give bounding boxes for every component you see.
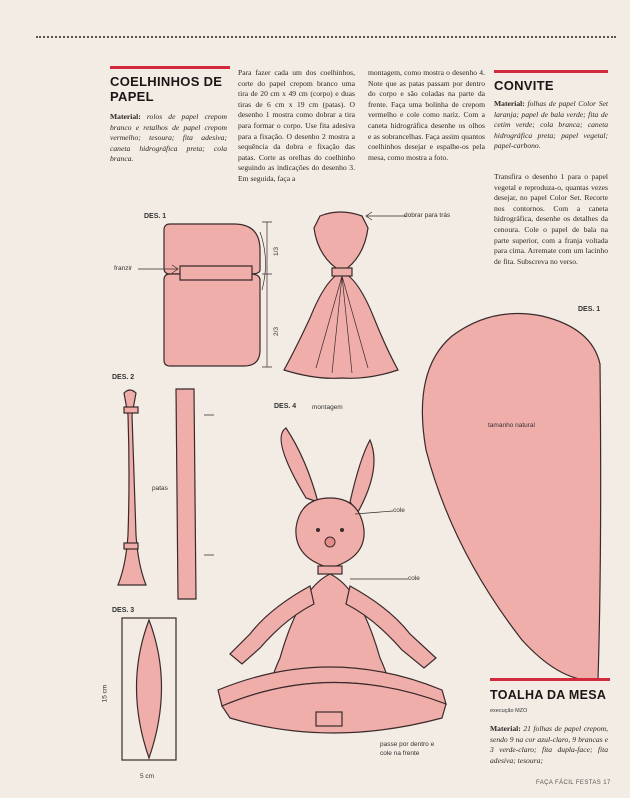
- convite-material-label: Material:: [494, 99, 525, 108]
- franzir-arrow: [138, 264, 178, 274]
- convite-instructions: Transfira o desenho 1 para o papel vegetal e reproduza-o, quantas vezes desejar, no papel Color Set. Recorte nos contornos. Com a caneta hidrográfica, desenhe os detalhes da cenoura. Cole o papel de bala na parte superior, com a franja voltada para cima. Arremate com um lacinho de fita. Subscreva no verso.: [494, 172, 608, 266]
- width-dimension: 5 cm: [140, 773, 155, 780]
- bottom-panel: [164, 274, 260, 366]
- convite-material-text: folhas de papel Color Set laranja; papel de bala verde; fita de cetim verde; cola branca; caneta hidrográfica preta; papel vegetal; papel-carbono.: [494, 99, 609, 151]
- franzir-label: franzir: [114, 265, 133, 272]
- dobrar-arrow: [366, 211, 406, 221]
- des2-legs-diagram: [110, 385, 220, 605]
- nose: [325, 537, 335, 547]
- body-tie: [332, 268, 352, 276]
- tamanho-label: tamanho natural: [488, 422, 535, 429]
- des1-convite-label: DES. 1: [578, 306, 601, 313]
- page-footer: FAÇA FÁCIL FESTAS 17: [536, 780, 611, 786]
- one-third-label: 1/3: [273, 246, 281, 257]
- toalha-material-label: Material:: [490, 724, 521, 733]
- coelhinhos-title: [110, 74, 222, 104]
- leg-strip: [176, 389, 196, 599]
- arrow-line: [355, 511, 393, 514]
- twisted-leg: [118, 390, 146, 585]
- left-eye: [316, 528, 320, 532]
- toalha-material-text: 21 folhas de papel crepom, sendo 9 na cor azul-claro, 9 brancas e 3 verde-claro; fita dupla-face; fita adesiva; tesoura;: [490, 724, 608, 765]
- cole-label-2: cole: [408, 575, 420, 582]
- des3-ear-diagram: [112, 616, 182, 766]
- heading-accent-bar: [110, 66, 230, 69]
- band-front-tab: [316, 712, 342, 726]
- toalha-accent-bar: [490, 678, 610, 681]
- convite-material: [494, 99, 608, 152]
- arrow-line: [138, 265, 178, 273]
- leg-tie-bottom: [124, 543, 138, 549]
- head: [296, 498, 364, 568]
- toalha-title: TOALHA DA MESA: [490, 688, 607, 702]
- des2-label: DES. 2: [112, 374, 135, 381]
- toalha-credit: execução MZO: [490, 708, 528, 714]
- right-eye: [340, 528, 344, 532]
- title-line-1: COELHINHOS DE: [110, 74, 223, 89]
- toalha-material: [490, 724, 608, 766]
- gathered-body-diagram: [276, 208, 406, 383]
- material-text: rolos de papel crepom branco e retalhos de papel crepom vermelho; tesoura; fita adesiva; caneta hidrográfica preta; cola branca.: [110, 112, 227, 164]
- ear-shape: [137, 620, 162, 758]
- passe-label: passe por dentro e: [380, 741, 435, 748]
- leg-tie-top: [124, 407, 138, 413]
- right-ear: [350, 440, 374, 512]
- two-thirds-label: 2/3: [273, 326, 281, 337]
- gather-band: [180, 266, 252, 280]
- des4-label: DES. 4: [274, 403, 297, 410]
- measure-lines: [262, 222, 272, 367]
- des3-label: DES. 3: [112, 607, 135, 614]
- dobrar-label: dobrar para trás: [404, 212, 451, 219]
- coelhinhos-instructions-col3: montagem, como mostra o desenho 4. Note que as patas passam por dentro do corpo e são coladas na parte da frente. Faça uma bolinha de crepom vermelho e cole como nariz. Com a caneta hidrográfica desenhe os olhos e as sobrancelhas. Faça assim quantos coelhinhos desejar e espalhe-os pela mesa, como mostra a foto.: [368, 68, 485, 162]
- top-dotted-rule: [36, 36, 616, 38]
- left-ear: [281, 428, 318, 502]
- title-line-2: PAPEL: [110, 89, 154, 104]
- material-label: Material:: [110, 112, 141, 121]
- des1-folding-diagram: [140, 220, 270, 380]
- montagem-label: montagem: [312, 404, 343, 411]
- coelhinhos-instructions-col2: Para fazer cada um dos coelhinhos, corte do papel crepom branco uma tira de 20 cm x 49 cm (corpo) e duas tiras de 6 cm x 19 cm (patas). O desenho 1 mostra como dobrar a tira para formar o corpo. Use fita adesiva para a fixação. O desenho 2 mostra a sequência da dobra e fixação das patas. Corte as orelhas do coelhinho seguindo as indicações do desenho 3. Em seguida, faça a: [238, 68, 355, 183]
- des1-label: DES. 1: [144, 213, 167, 220]
- coelhinhos-material: [110, 112, 227, 165]
- height-dimension: 15 cm: [101, 684, 109, 703]
- cole-arrow-1: [355, 506, 395, 516]
- cole-arrow-2: [350, 574, 410, 584]
- convite-accent-bar: [494, 70, 608, 73]
- cole-label-1: cole: [393, 507, 405, 514]
- body-top: [314, 212, 368, 272]
- thirds-measure: [262, 222, 272, 372]
- carrot-shape: [412, 300, 612, 690]
- carrot-body: [422, 314, 600, 681]
- convite-title: CONVITE: [494, 78, 554, 93]
- patas-label: patas: [152, 485, 168, 492]
- cole-frente-label: cole na frente: [380, 750, 420, 757]
- neck-tie: [318, 566, 342, 574]
- arrow-line: [366, 212, 406, 220]
